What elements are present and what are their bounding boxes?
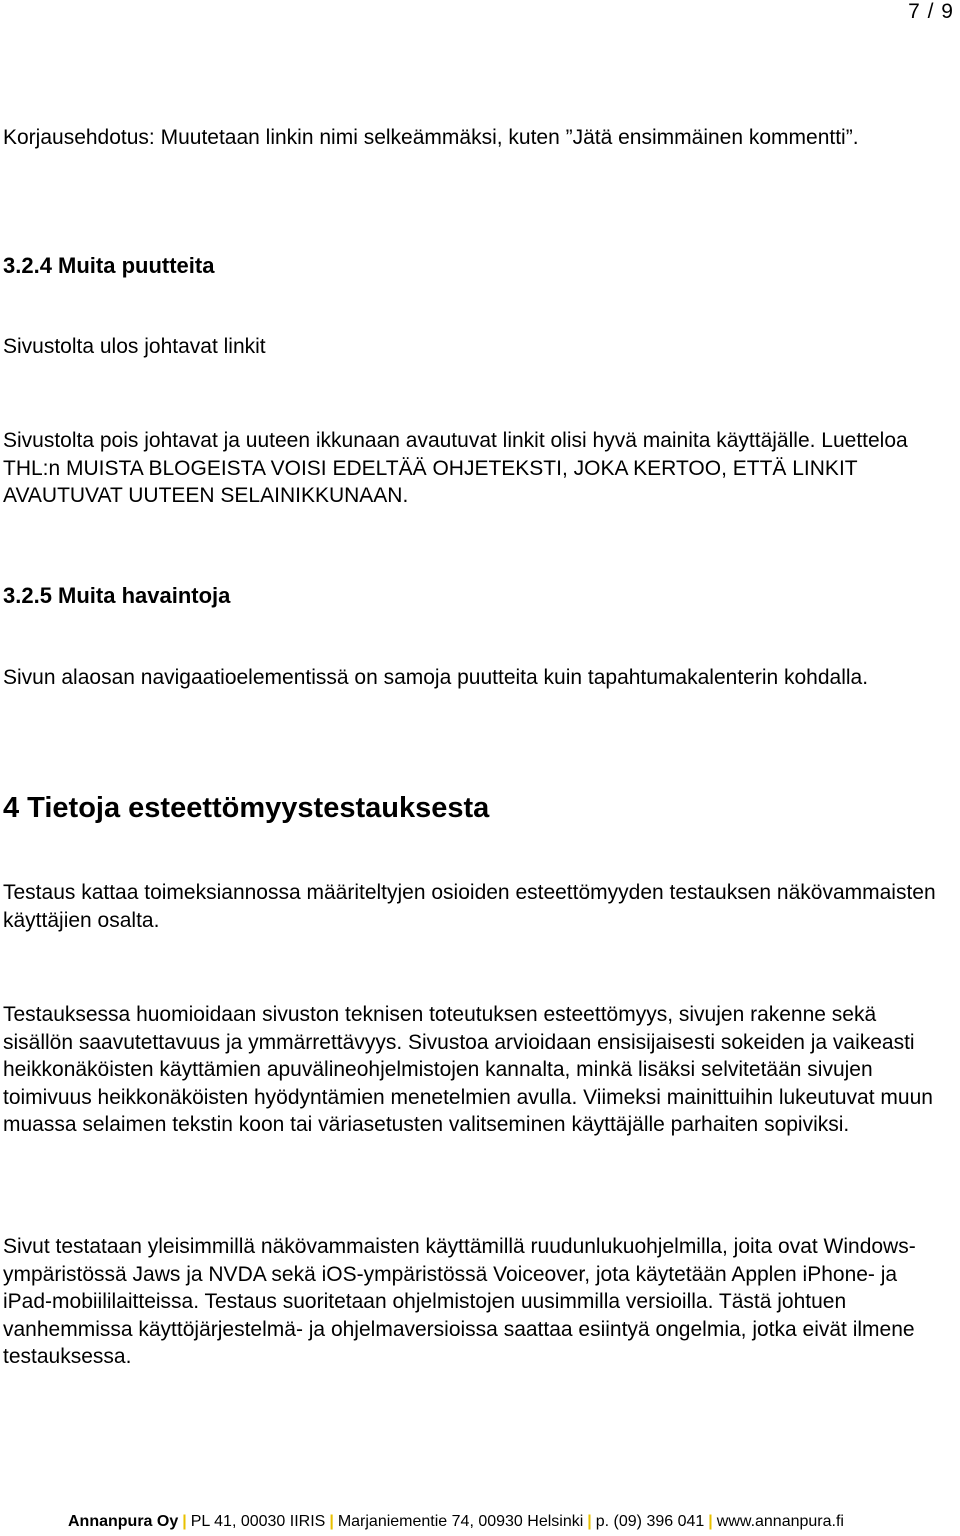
footer-company: Annanpura Oy <box>68 1513 179 1530</box>
correction-paragraph: Korjausehdotus: Muutetaan linkin nimi selkeämmäksi, kuten ”Jätä ensimmäinen kommentti”. <box>3 126 859 149</box>
footer-separator: | <box>329 1513 334 1530</box>
footer-website: www.annanpura.fi <box>716 1513 844 1530</box>
section-heading-3-2-4: 3.2.4 Muita puutteita <box>3 253 215 278</box>
page-footer <box>68 1512 844 1532</box>
footer-separator: | <box>708 1513 713 1530</box>
method-paragraph: Testauksessa huomioidaan sivuston teknisen toteutuksen esteettömyys, sivujen rakenne sekä sisällön saavutettavuus ja ymmärrettävyys. Sivustoa arvioidaan ensisijaisesti sokeiden ja vaikeasti heikkonäköisten käyttämien apuvälineohjelmistojen kannalta, minkä lisäksi selvitetään sivujen toimivuus heikkonäköisten hyödyntämien menetelmien avulla. Viimeksi mainittuihin lukeutuvat muun muassa selaimen tekstin koon tai väriasetusten valitseminen käyttäjälle parhaiten sopiviksi. <box>3 1003 933 1136</box>
footer-separator: | <box>182 1513 187 1530</box>
navigation-paragraph: Sivun alaosan navigaatioelementissä on samoja puutteita kuin tapahtumakalenterin kohdalla. <box>3 666 869 689</box>
outbound-links-title: Sivustolta ulos johtavat linkit <box>3 335 266 358</box>
section-heading-3-2-5: 3.2.5 Muita havaintoja <box>3 583 231 608</box>
footer-address: Marjaniementie 74, 00930 Helsinki <box>337 1513 584 1530</box>
page-number: 7 / 9 <box>908 0 954 23</box>
footer-phone: p. (09) 396 041 <box>595 1513 705 1530</box>
tools-paragraph: Sivut testataan yleisimmillä näkövammaisten käyttämillä ruudunlukuohjelmilla, joita ovat Windows-ympäristössä Jaws ja NVDA sekä iOS-ympäristössä Voiceover, jota käytetään Applen iPhone- ja iPad-mobiililaitteissa. Testaus suoritetaan ohjelmistojen uusimmilla versioilla. Tästä johtuen vanhemmissa käyttöjärjestelmä- ja ohjelmaversioissa saattaa esiintyä ongelmia, jotka eivät ilmene testauksessa. <box>3 1235 916 1368</box>
footer-separator: | <box>587 1513 592 1530</box>
outbound-links-paragraph: Sivustolta pois johtavat ja uuteen ikkunaan avautuvat linkit olisi hyvä mainita käyttäjälle. Luetteloa THL:n MUISTA BLOGEISTA VOISI EDELTÄÄ OHJETEKSTI, JOKA KERTOO, ETTÄ LINKIT AVAUTUVAT UUTEEN SELAINIKKUNAAN. <box>3 429 908 507</box>
footer-po-box: PL 41, 00030 IIRIS <box>190 1513 326 1530</box>
scope-paragraph: Testaus kattaa toimeksiannossa määriteltyjen osioiden esteettömyyden testauksen näkövammaisten käyttäjien osalta. <box>3 881 936 932</box>
section-heading-4: 4 Tietoja esteettömyystestauksesta <box>3 792 490 824</box>
